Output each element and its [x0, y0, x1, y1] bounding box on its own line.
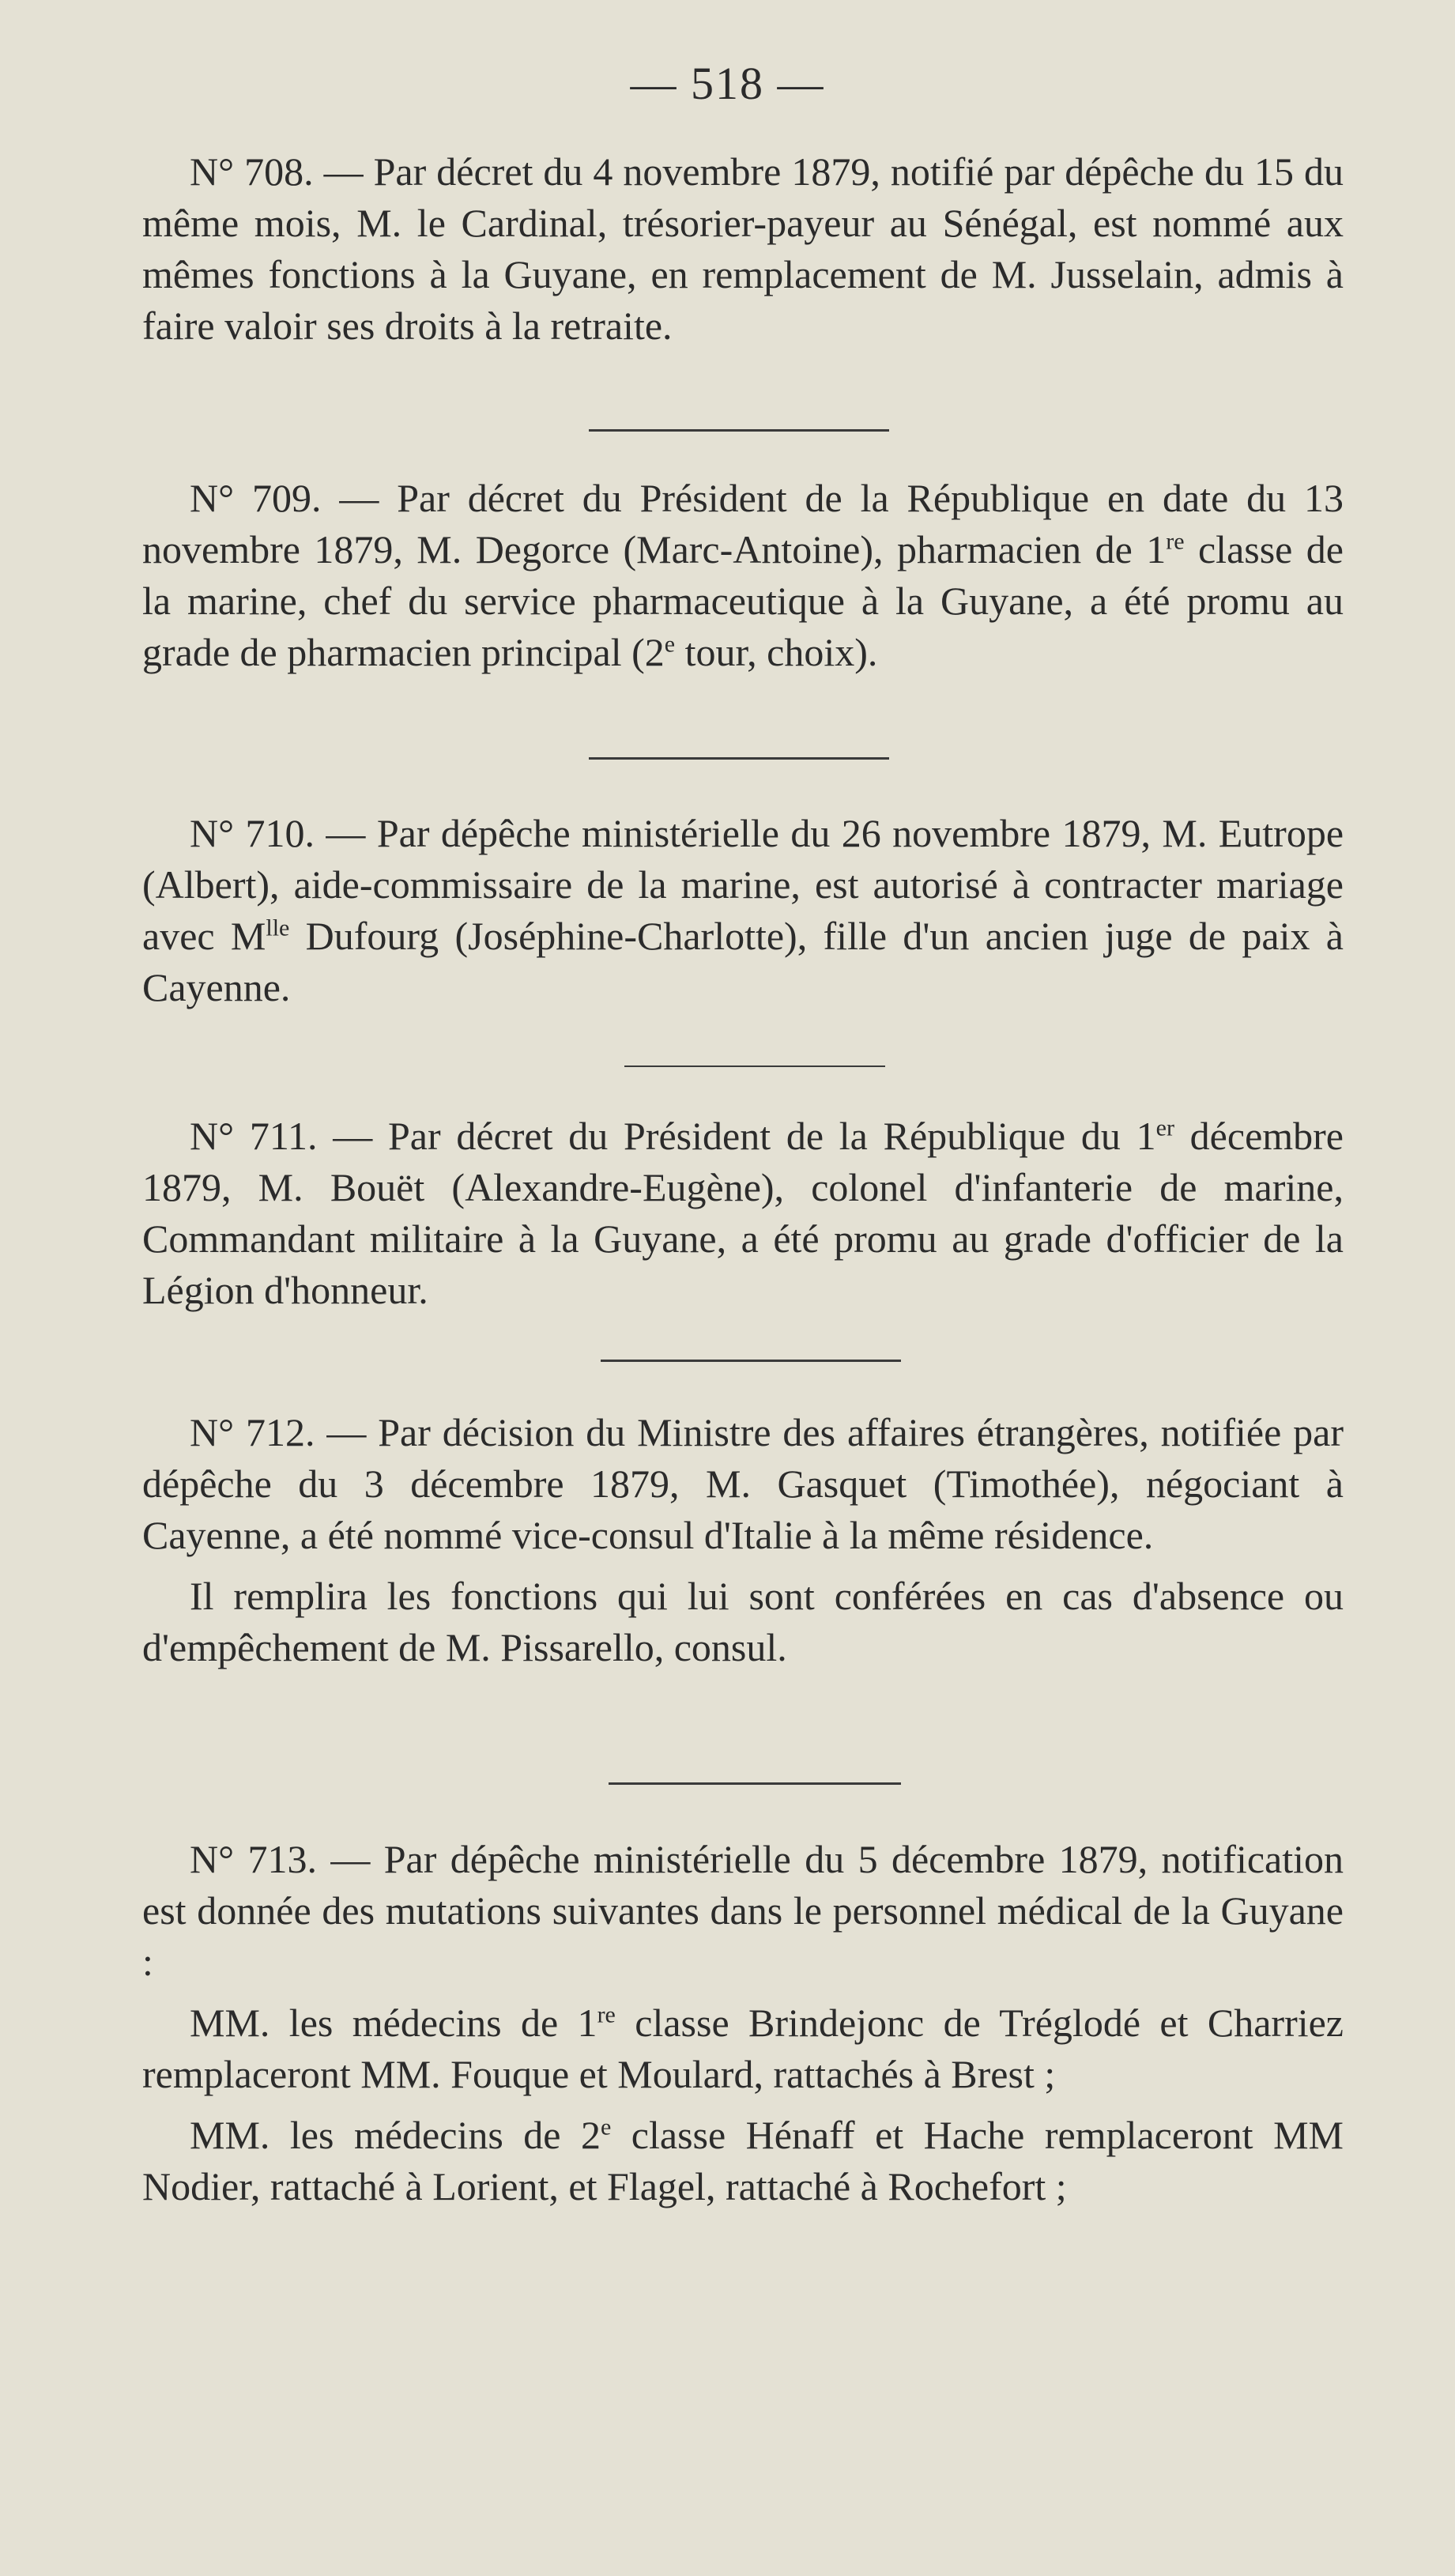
entry-text: Il remplira les fonctions qui lui sont conférées en cas d'absence ou d'empêchement de M. Pissarello, consul.	[142, 1574, 1344, 1669]
ordinal-superscript: e	[664, 631, 676, 658]
entry-paragraph	[142, 1111, 1344, 1316]
entry-text-part: décembre 1879, M. Bouët (Alexandre-Eugène), colonel d'infanterie de marine, Commandant militaire à la Guyane, a été promu au grade d'officier de la Légion d'honneur.	[142, 1114, 1344, 1312]
entry-712	[142, 1407, 1344, 1673]
entry-711	[142, 1111, 1344, 1316]
page-number-header: — 518 —	[630, 58, 825, 109]
entry-709	[142, 473, 1344, 678]
entry-text-part: classe de la marine, chef du service pharmaceutique à la Guyane, a été promu au grade de pharmacien principal (2	[142, 527, 1344, 674]
section-divider	[624, 1065, 885, 1067]
section-divider	[601, 1360, 901, 1362]
entry-text-part: tour, choix).	[675, 630, 878, 674]
entry-number: N° 713.	[190, 1837, 317, 1881]
ordinal-superscript: e	[600, 2114, 612, 2140]
entry-number: N° 711.	[190, 1114, 318, 1158]
entry-text: — Par décret du 4 novembre 1879, notifié par dépêche du 15 du même mois, M. le Cardinal, trésorier-payeur au Sénégal, est nommé aux mêmes fonctions à la Guyane, en remplacement de M. Jusselain, admis à faire valoir ses droits à la retraite.	[142, 149, 1344, 348]
section-divider	[589, 757, 889, 760]
entry-text: — Par dépêche ministérielle du 5 décembre 1879, notification est donnée des mutations suivantes dans le personnel médical de la Guyane :	[142, 1837, 1344, 1984]
entry-text-part: classe Hénaff et Hache remplaceront MM Nodier, rattaché à Lorient, et Flagel, rattaché à Rochefort ;	[142, 2113, 1344, 2208]
entry-paragraph	[142, 146, 1344, 352]
entry-paragraph	[142, 473, 1344, 678]
entry-text-part: — Par dépêche ministérielle du 26 novembre 1879, M. Eutrope (Albert), aide-commissaire de la marine, est autorisé à contracter mariage avec M	[142, 811, 1344, 958]
entry-number: N° 710.	[190, 811, 315, 855]
entry-text-part: MM. les médecins de 1	[190, 2001, 597, 2045]
ordinal-superscript: re	[597, 2001, 616, 2028]
section-divider	[589, 429, 889, 432]
entry-710	[142, 808, 1344, 1013]
entry-number: N° 708.	[190, 149, 314, 194]
entry-text-part: MM. les médecins de 2	[190, 2113, 601, 2157]
entry-708	[142, 146, 1344, 352]
entry-paragraph	[142, 1834, 1344, 1988]
entry-text-part: classe Brindejonc de Tréglodé et Charriez remplaceront MM. Fouque et Moulard, rattachés à Brest ;	[142, 2001, 1344, 2096]
entry-713	[142, 1834, 1344, 2212]
entry-paragraph	[142, 2110, 1344, 2212]
entry-paragraph	[142, 1997, 1344, 2100]
entry-number: N° 709.	[190, 476, 322, 520]
entry-text: — Par décision du Ministre des affaires étrangères, notifiée par dépêche du 3 décembre 1879, M. Gasquet (Timothée), négociant à Cayenne, a été nommé vice-consul d'Italie à la même résidence.	[142, 1410, 1344, 1557]
entry-paragraph	[142, 808, 1344, 1013]
section-divider	[609, 1782, 901, 1785]
entry-number: N° 712.	[190, 1410, 315, 1454]
entry-text-part: Dufourg (Joséphine-Charlotte), fille d'un ancien juge de paix à Cayenne.	[142, 914, 1344, 1009]
entry-paragraph	[142, 1407, 1344, 1561]
ordinal-superscript: er	[1155, 1115, 1174, 1141]
title-superscript: lle	[266, 915, 290, 941]
entry-text-part: — Par décret du Président de la République en date du 13 novembre 1879, M. Degorce (Marc-Antoine), pharmacien de 1	[142, 476, 1344, 571]
entry-text-part: — Par décret du Président de la République du 1	[333, 1114, 1156, 1158]
ordinal-superscript: re	[1166, 528, 1185, 555]
entry-paragraph	[142, 1571, 1344, 1673]
